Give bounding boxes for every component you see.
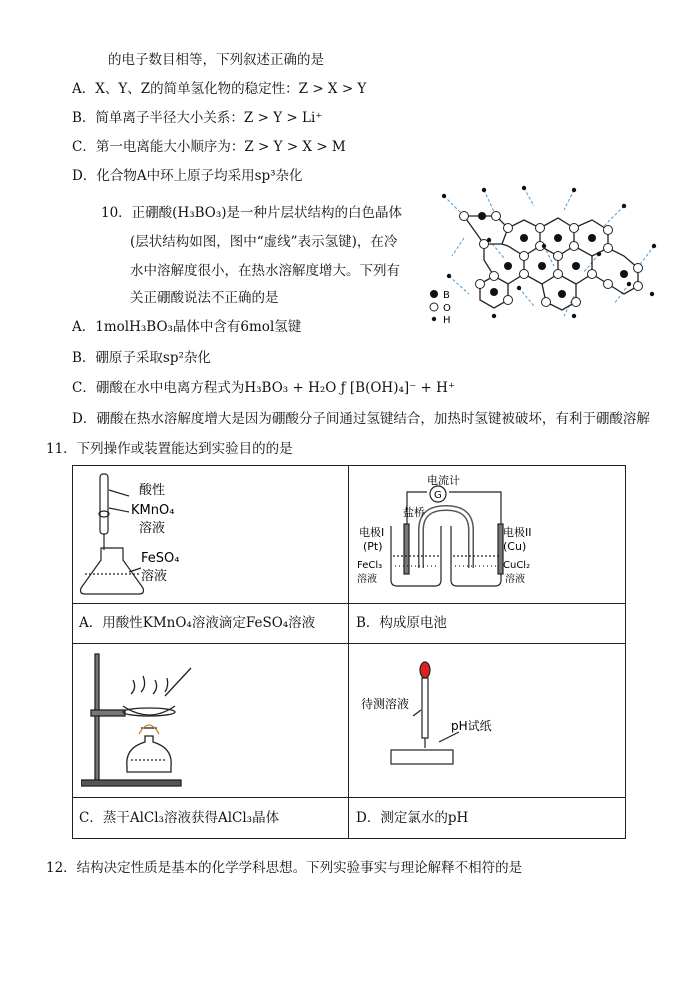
caption-b: B．构成原电池 <box>356 615 447 631</box>
fig-b-electrode2-label: 电极II <box>503 526 532 539</box>
table-rule-1 <box>73 603 625 604</box>
q9-option-c: C．第一电离能大小顺序为：Z > Y > X > M <box>72 139 346 155</box>
q9-option-a: A．X、Y、Z的简单氢化物的稳定性：Z > X > Y <box>72 81 367 97</box>
fig-a-label-5: 溶液 <box>141 569 168 584</box>
fig-b-solution1-word: 溶液 <box>357 574 377 585</box>
table-rule-3 <box>73 797 625 798</box>
table-divider-v <box>348 466 349 838</box>
ph-test-figure <box>355 648 623 794</box>
q10-option-c: C．硼酸在水中电离方程式为H₃BO₃ + H₂O ƒ [B(OH)₄]⁻ + H⁺ <box>72 380 456 396</box>
galvanic-cell-figure <box>353 470 621 600</box>
fig-a-label-2: KMnO₄ <box>131 503 175 518</box>
titration-figure <box>79 470 341 600</box>
oxygen-atoms <box>460 212 643 307</box>
q10-stem-line-1: 10．正硼酸(H₃BO₃)是一种片层状结构的白色晶体 <box>101 205 403 221</box>
q10-option-b: B．硼原子采取sp²杂化 <box>72 350 211 366</box>
caption-c: C．蒸干AlCl₃溶液获得AlCl₃晶体 <box>79 810 280 826</box>
fig-a-label-4: FeSO₄ <box>141 551 180 566</box>
fig-b-solution2: CuCl₂ <box>503 560 531 571</box>
fig-d-solution-label: 待测溶液 <box>361 697 410 711</box>
legend-o: O <box>443 303 451 314</box>
fig-a-label-1: 酸性 <box>139 483 166 498</box>
fig-b-bridge-label: 盐桥 <box>403 506 425 519</box>
legend-h: H <box>443 315 451 326</box>
table-rule-2 <box>73 643 625 644</box>
boric-acid-layer-figure <box>424 176 664 328</box>
legend-b: B <box>443 290 450 301</box>
q10-stem-line-4: 关正硼酸说法不正确的是 <box>130 290 279 306</box>
q9-option-d: D．化合物A中环上原子均采用sp³杂化 <box>72 168 303 184</box>
q11-stem: 11．下列操作或装置能达到实验目的的是 <box>46 441 293 457</box>
options-table <box>72 465 626 839</box>
evaporation-figure <box>81 648 343 794</box>
fig-b-electrode2-metal: (Cu) <box>503 540 527 553</box>
caption-d: D．测定氯水的pH <box>356 810 469 826</box>
q10-option-d: D．硼酸在热水溶解度增大是因为硼酸分子间通过氢键结合，加热时氢键被破坏，有利于硼酸溶解 <box>72 411 650 427</box>
fig-b-electrode1-label: 电极I <box>359 526 385 539</box>
fig-b-solution2-word: 溶液 <box>505 574 525 585</box>
q10-stem-line-2: (层状结构如图，图中“虚线”表示氢键)，在冷 <box>130 234 398 250</box>
q9-option-b: B．简单离子半径大小关系：Z > Y > Li⁺ <box>72 110 323 126</box>
structure-legend <box>430 290 451 326</box>
q10-stem-line-3: 水中溶解度很小，在热水溶解度增大。下列有 <box>130 263 400 279</box>
fig-b-solution1: FeCl₃ <box>357 560 383 571</box>
q10-option-a: A．1molH₃BO₃晶体中含有6mol氢键 <box>72 319 302 335</box>
fig-b-electrode1-metal: (Pt) <box>363 540 383 553</box>
fig-d-paper-label: pH试纸 <box>451 719 492 733</box>
q9-stem-tail: 的电子数目相等，下列叙述正确的是 <box>108 52 324 68</box>
fig-b-meter-label: 电流计 <box>427 474 460 487</box>
q12-stem: 12．结构决定性质是基本的化学学科思想。下列实验事实与理论解释不相符的是 <box>46 860 523 876</box>
galvanometer-label: G <box>434 490 442 501</box>
caption-a: A．用酸性KMnO₄溶液滴定FeSO₄溶液 <box>79 615 316 631</box>
fig-a-label-3: 溶液 <box>139 521 166 536</box>
